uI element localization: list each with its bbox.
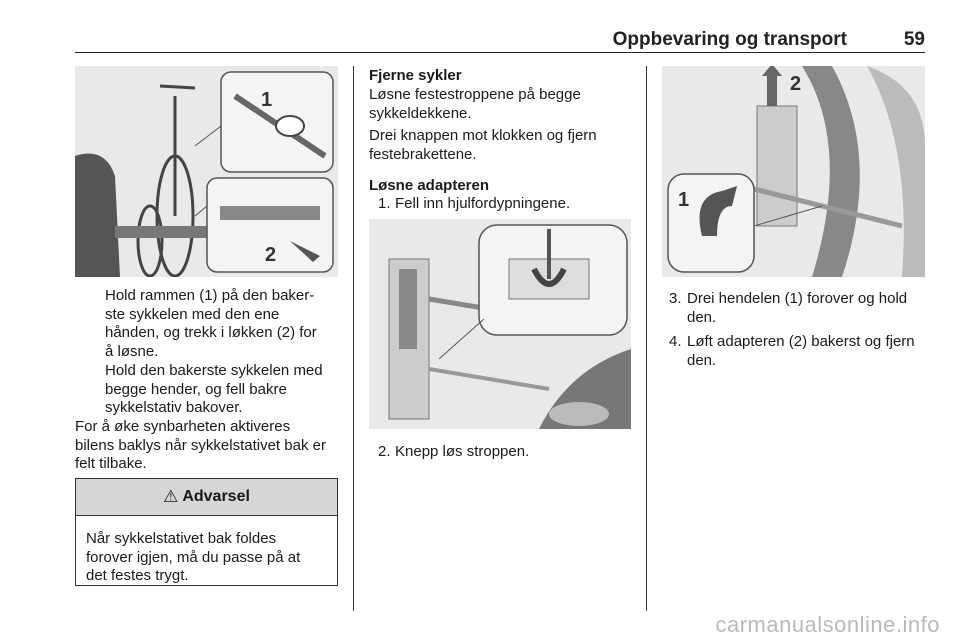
figure-bike-rack <box>75 66 338 277</box>
page-number: 59 <box>903 29 925 50</box>
subheading-loosen-adapter: Løsne adapteren <box>369 177 490 194</box>
para-turn-knob: Drei knappen mot klokken og fjern festebrakettene. <box>369 127 597 163</box>
warning-box <box>75 478 338 586</box>
section-title: Oppbevaring og transport <box>612 29 847 50</box>
watermark: carmanualsonline.info <box>715 612 940 637</box>
step-1-number: 1. <box>378 195 391 212</box>
figure-callout-1: 1 <box>261 89 273 111</box>
warning-icon: ⚠ <box>163 487 179 506</box>
figure3-callout-2: 2 <box>790 73 802 95</box>
step-3-text: Drei hendelen (1) forover og hold den. <box>687 290 908 326</box>
heading-remove-bikes: Fjerne sykler <box>369 67 462 84</box>
step-2-number: 2. <box>378 443 391 460</box>
para-loosen-straps: Løsne festestroppene på begge sykkeldekkene. <box>369 86 581 122</box>
instruction-1: Hold rammen (1) på den baker- ste sykkelen med den ene hånden, og trekk i løkken (2) for å løsne. <box>105 287 317 360</box>
step-1-text: Fell inn hjulfordypningene. <box>395 195 571 212</box>
page-header <box>75 26 925 53</box>
figure-adapter-strap <box>369 219 631 429</box>
figure-lever-adapter <box>662 66 925 277</box>
figure3-callout-1: 1 <box>678 189 690 211</box>
step-3-number: 3. <box>669 290 682 307</box>
warning-header <box>76 479 337 516</box>
warning-text: Når sykkelstativet bak foldes forover igjen, må du passe på at det festes trygt. <box>86 530 301 584</box>
step-2-text: Knepp løs stroppen. <box>395 443 530 460</box>
warning-title: Advarsel <box>182 488 250 505</box>
figure-callout-2: 2 <box>265 244 277 266</box>
step-4-text: Løft adapteren (2) bakerst og fjern den. <box>687 333 915 369</box>
column-divider-right <box>646 66 647 611</box>
instruction-2: Hold den bakerste sykkelen med begge hender, og fell bakre sykkelstativ bakover. <box>105 362 323 416</box>
step-4-number: 4. <box>669 333 682 350</box>
visibility-paragraph: For å øke synbarheten aktiveres bilens baklys når sykkelstativet bak er felt tilbake. <box>75 418 326 472</box>
column-divider-left <box>353 66 354 611</box>
